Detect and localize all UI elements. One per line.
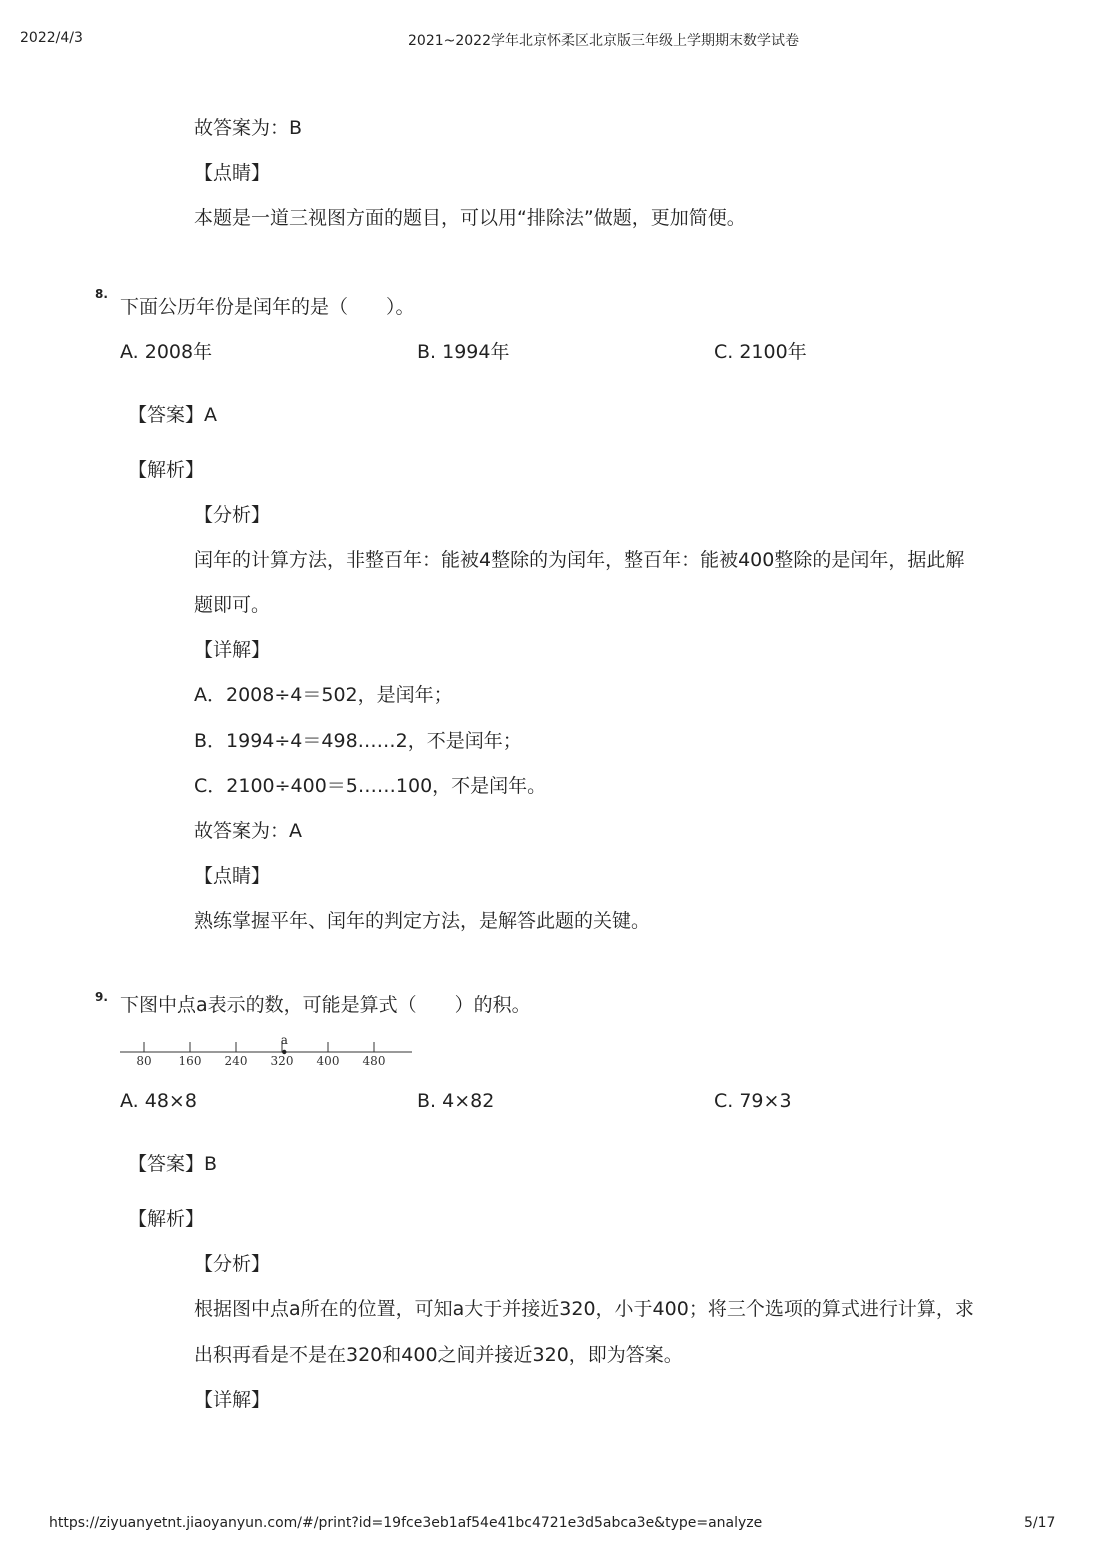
analysis-heading: 【解析】 <box>128 459 205 481</box>
point-a-label: a <box>280 1033 288 1047</box>
prev-dianjing-label: 【点睛】 <box>194 162 271 184</box>
tick-label: 320 <box>270 1054 294 1068</box>
document-title: 2021~2022学年北京怀柔区北京版三年级上学期期末数学试卷 <box>408 33 799 49</box>
tick-label: 240 <box>224 1054 248 1068</box>
tick-label: 480 <box>362 1054 386 1068</box>
tick-label: 160 <box>178 1054 202 1068</box>
tick-label: 80 <box>136 1054 152 1068</box>
dianjing-label: 【点睛】 <box>194 865 271 887</box>
prev-dianjing-text: 本题是一道三视图方面的题目，可以用“排除法”做题，更加简便。 <box>194 207 746 229</box>
number-line-figure <box>118 1032 418 1072</box>
option-a: A. 2008年 <box>120 341 213 363</box>
source-url[interactable]: https://ziyuanyetnt.jiaoyanyun.com/#/print?id=19fce3eb1af54e41bc4721e3d5abca3e&type=analyze <box>49 1515 763 1531</box>
point-a-dot <box>282 1050 286 1054</box>
option-a: A. 48×8 <box>120 1090 197 1112</box>
option-c: C. 79×3 <box>714 1090 792 1112</box>
answer-line: 【答案】B <box>128 1153 218 1175</box>
fenxi-text-line-1: 闰年的计算方法，非整百年：能被4整除的为闰年，整百年：能被400整除的是闰年，据此解 <box>194 549 965 571</box>
question-stem: 下图中点a表示的数，可能是算式（ ）的积。 <box>120 994 531 1016</box>
solution-step: C．2100÷400＝5……100，不是闰年。 <box>194 775 547 797</box>
tick-label: 400 <box>316 1054 340 1068</box>
fenxi-text-line-2: 出积再看是不是在320和400之间并接近320，即为答案。 <box>194 1344 683 1366</box>
question-stem: 下面公历年份是闰年的是（ ）。 <box>120 296 415 318</box>
solution-step: A．2008÷4＝502，是闰年； <box>194 684 453 706</box>
fenxi-text-line-1: 根据图中点a所在的位置，可知a大于并接近320，小于400；将三个选项的算式进行计算，求 <box>194 1298 974 1320</box>
solution-step: B．1994÷4＝498……2，不是闰年； <box>194 730 522 752</box>
fenxi-label: 【分析】 <box>194 504 271 526</box>
option-c: C. 2100年 <box>714 341 807 363</box>
question-number: 9. <box>95 990 108 1004</box>
print-date: 2022/4/3 <box>20 30 83 46</box>
analysis-heading: 【解析】 <box>128 1208 205 1230</box>
option-b: B. 1994年 <box>417 341 510 363</box>
page-number: 5/17 <box>1024 1515 1056 1531</box>
answer-line: 【答案】A <box>128 404 217 426</box>
xiangjie-label: 【详解】 <box>194 639 271 661</box>
conclusion-line: 故答案为：A <box>194 820 302 842</box>
dianjing-text: 熟练掌握平年、闰年的判定方法，是解答此题的关键。 <box>194 910 651 932</box>
option-b: B. 4×82 <box>417 1090 495 1112</box>
xiangjie-label: 【详解】 <box>194 1389 271 1411</box>
fenxi-text-line-2: 题即可。 <box>194 594 271 616</box>
prev-answer-line: 故答案为：B <box>194 117 303 139</box>
question-number: 8. <box>95 287 108 301</box>
fenxi-label: 【分析】 <box>194 1253 271 1275</box>
